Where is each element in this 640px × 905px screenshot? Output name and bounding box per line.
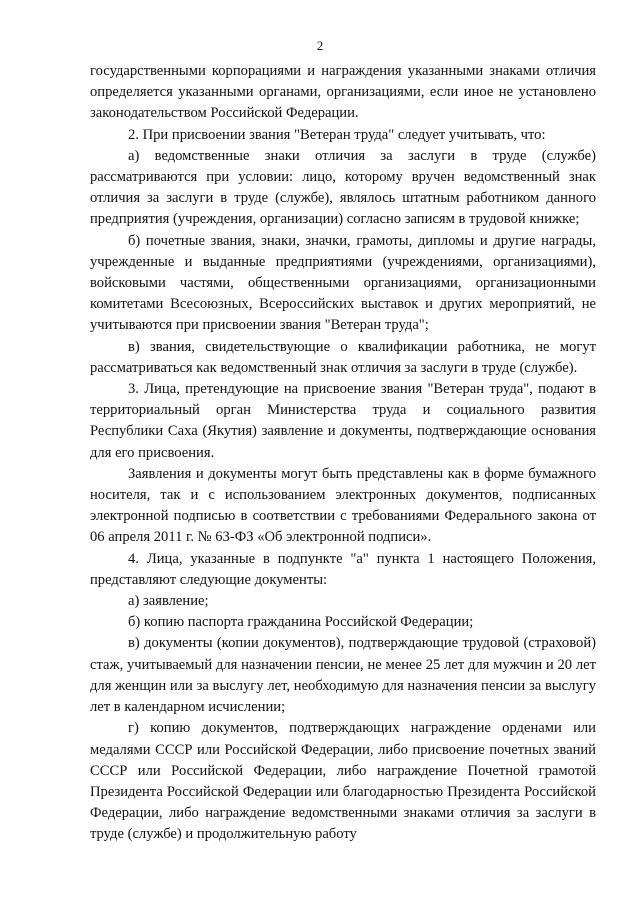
paragraph-item-4g: г) копию документов, подтверждающих награждение орденами или медалями СССР или Российской Федерации, либо присвоение почетных званий СССР или Российской Федерации, либо награждение Почетной грамотой Президента Российской Федерации или благодарностью Президента Российской Федерации, либо награждение ведомственными знаками отличия за заслуги в труде (службе) и продолжительную работу <box>90 720 596 843</box>
paragraph-item-3: 3. Лица, претендующие на присвоение звания "Ветеран труда", подают в территориальный орган Министерства труда и социального развития Республики Саха (Якутия) заявление и документы, подтверждающие основания для его присвоения. <box>90 381 596 461</box>
paragraph-item-2a: а) ведомственные знаки отличия за заслуги в труде (службе) рассматриваются при условии: лицо, которому вручен ведомственный знак отличия за заслуги в труде (службе), являлось штатным работником данного предприятия (учреждения, организации) согласно записям в трудовой книжке; <box>90 147 596 228</box>
paragraph-item-4: 4. Лица, указанные в подпункте "а" пункта 1 настоящего Положения, представляют следующие документы: <box>90 550 596 588</box>
paragraph-item-3-electronic: Заявления и документы могут быть представлены как в форме бумажного носителя, так и с использованием электронных документов, подписанных электронной подписью в соответствии с требованиями Федерального закона от 06 апреля 2011 г. № 63-ФЗ «Об электронной подписи». <box>90 465 596 546</box>
paragraph-item-2v: в) звания, свидетельствующие о квалификации работника, не могут рассматриваться как ведомственный знак отличия за заслуги в труде (службе). <box>90 338 596 376</box>
paragraph-item-4b: б) копию паспорта гражданина Российской Федерации; <box>128 614 474 631</box>
paragraph-continuation: государственными корпорациями и награждения указанными знаками отличия определяется указанными органами, организациями, если иное не установлено законодательством Российской Федерации. <box>90 63 596 122</box>
paragraph-item-2b: б) почетные звания, знаки, значки, грамоты, дипломы и другие награды, учрежденные и выданные предприятиями (учреждениями, организациями), войсковыми частями, общественными организациями, организационными комитетами Всесоюзных, Всероссийских выставок и других мероприятий, не учитываются при присвоении звания "Ветеран труда"; <box>90 232 596 334</box>
document-body <box>90 61 596 846</box>
page-number: 2 <box>316 38 324 53</box>
paragraph-item-4v: в) документы (копии документов), подтверждающие трудовой (страховой) стаж, учитываемый для назначении пенсии, не менее 25 лет для мужчин и 20 лет для женщин или за выслугу лет, необходимую для назначения пенсии за выслугу лет в календарном исчислении; <box>90 635 596 716</box>
paragraph-item-2: 2. При присвоении звания "Ветеран труда" следует учитывать, что: <box>128 126 546 143</box>
paragraph-item-4a: а) заявление; <box>128 593 209 610</box>
